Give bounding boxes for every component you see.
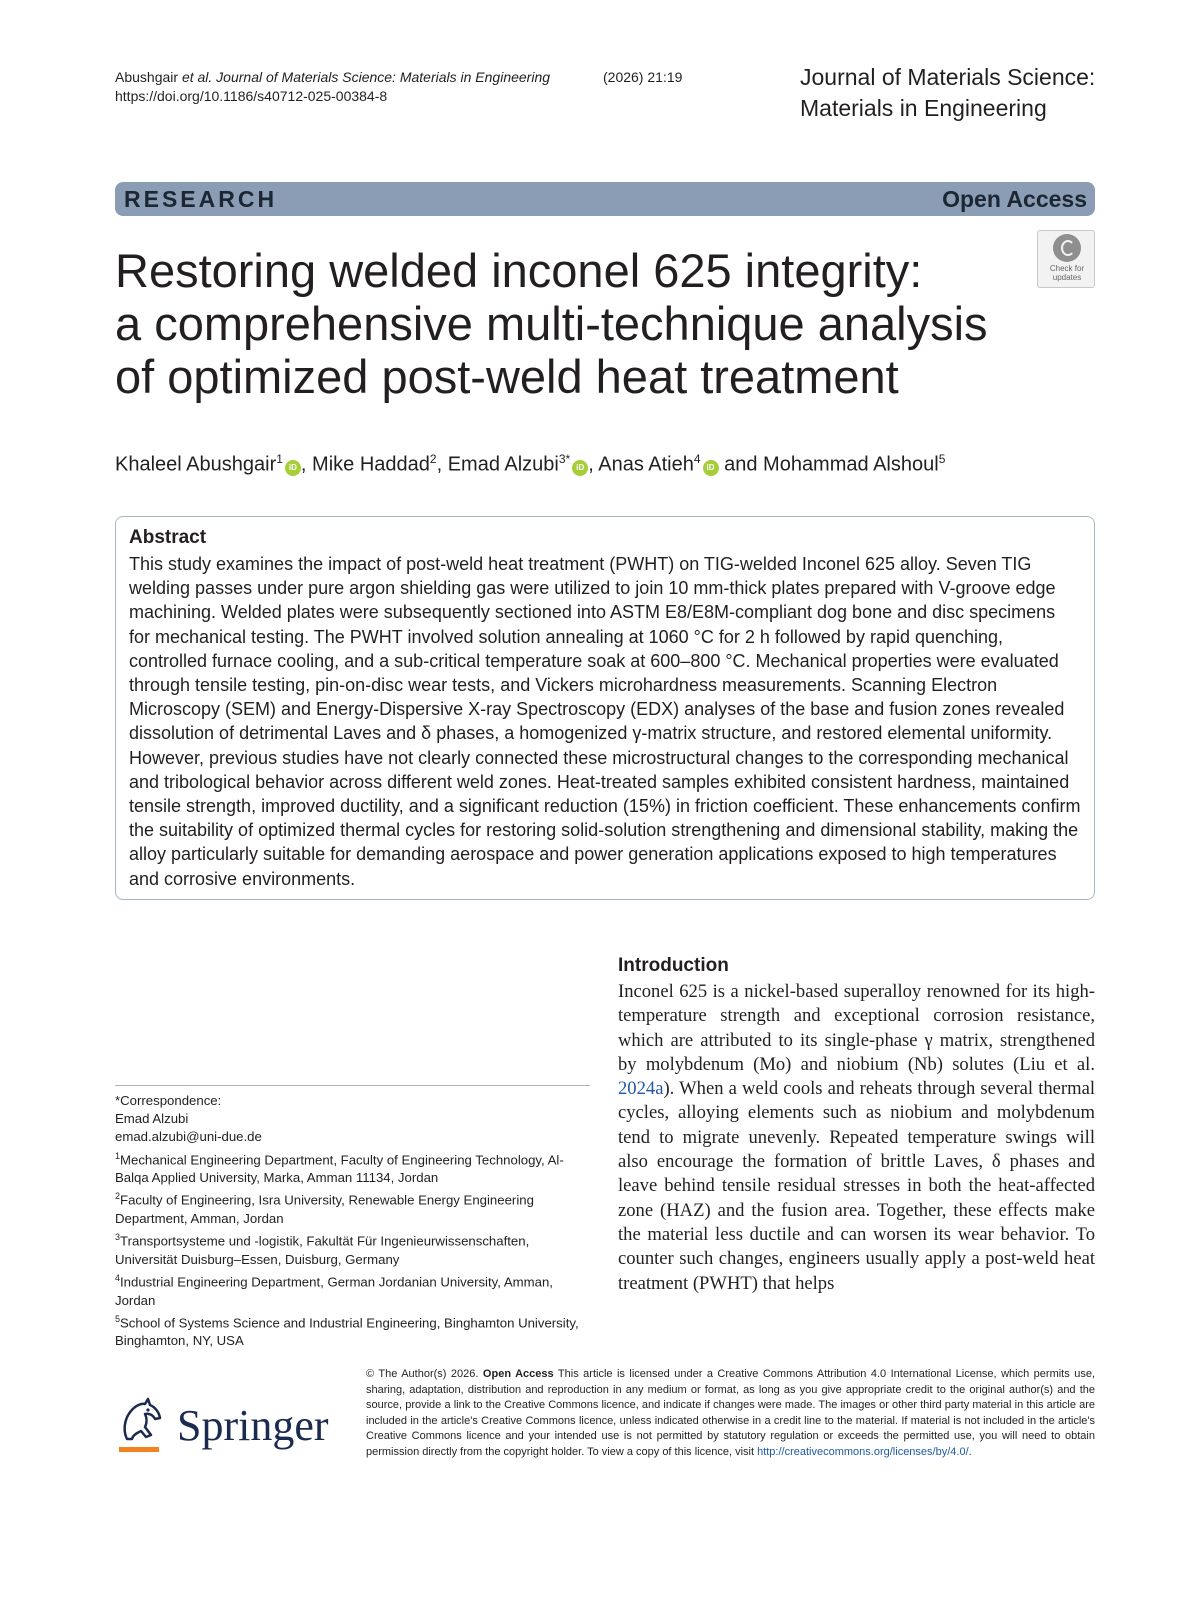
journal-name-line2: Materials in Engineering — [800, 95, 1047, 121]
author-list — [115, 446, 945, 478]
journal-name-line1: Journal of Materials Science: — [800, 64, 1096, 90]
citation-link[interactable]: 2024a — [618, 1078, 664, 1100]
citation-authors: Abushgair — [115, 69, 182, 85]
introduction-heading: Introduction — [618, 955, 729, 976]
affiliation-number: 1 — [115, 1150, 121, 1161]
orcid-icon[interactable]: iD — [572, 460, 588, 476]
correspondence-name: Emad Alzubi — [115, 1111, 189, 1127]
affiliation-item — [115, 1310, 590, 1351]
check-for-updates-button[interactable] — [1037, 230, 1095, 288]
check-updates-label: Check for updates — [1049, 264, 1085, 282]
author-name: Mike Haddad — [312, 453, 430, 476]
affiliation-text: Industrial Engineering Department, German Jordanian University, Amman, Jordan — [115, 1274, 553, 1308]
springer-accent-bar — [119, 1447, 159, 1452]
author-separator: , — [436, 453, 448, 476]
affiliation-item — [115, 1269, 590, 1310]
affiliation-number: 3 — [115, 1232, 121, 1243]
author-affiliation-marker: 3* — [558, 452, 571, 466]
license-text: © The Author(s) 2026. Open Access This article is licensed under a Creative Commons Attribution 4.0 International License, which permits use, sharing, adaptation, distribution and reproduction in any medium or format, as long as you give appropriate credit to the original author(s) and the source, provide a link to the Creative Commons licence, and indicate if changes were made. The images or other third party material in this article are included in the article's Creative Commons licence, unless indicated otherwise in a credit line to the material. If material is not included in the article's Creative Commons licence and your intended use is not permitted by statutory regulation or exceeds the permitted use, you will need to obtain permission directly from the copyright holder. To view a copy of this licence, visit http://creativecommons.org/licenses/by/4.0/. — [366, 1368, 1096, 1458]
article-type-label: RESEARCH — [124, 186, 278, 212]
springer-logo — [115, 1395, 345, 1457]
running-header — [115, 68, 683, 106]
author-separator: and — [718, 453, 764, 476]
doi-link[interactable]: https://doi.org/10.1186/s40712-025-00384-8 — [115, 88, 388, 104]
orcid-icon[interactable]: iD — [285, 460, 301, 476]
author-affiliation-marker: 4 — [693, 452, 701, 466]
affiliation-text: Transportsysteme und -logistik, Fakultät Für Ingenieurwissenschaften, Universität Duisburg–Essen, Duisburg, Germany — [115, 1233, 530, 1267]
citation-journal: Journal of Materials Science: Materials in Engineering — [212, 69, 551, 85]
open-access-label: Open Access — [942, 186, 1087, 212]
affiliation-number: 4 — [115, 1273, 121, 1283]
correspondence-block — [115, 1085, 590, 1351]
license-open-access: Open Access — [482, 1368, 554, 1380]
author-separator: , — [588, 453, 599, 476]
introduction-text: Inconel 625 is a nickel-based superalloy renowned for its high-temperature strength and exceptional corrosion resistance, which are attributed to its single-phase γ matrix, strengthened by molybdenum (Mo) and niobium (Nb) solutes (Liu et al. 2024a). When a weld cools and reheats through several thermal cycles, alloying elements such as niobium and molybdenum tend to migrate unevenly. Repeated temperature swings will also encourage the formation of brittle Laves, δ phases and leave behind tensile residual stresses in both the heat-affected zone (HAZ) and the fusion area. Together, these effects make the material less ductile and can worsen its wear behavior. To counter such changes, engineers usually apply a post-weld heat treatment (PWHT) that helps — [618, 981, 1095, 1294]
orcid-icon[interactable]: iD — [703, 460, 719, 476]
affiliation-number: 5 — [115, 1313, 121, 1324]
author-affiliation-marker: 1 — [276, 452, 283, 466]
title-line1: Restoring welded inconel 625 integrity: — [115, 244, 923, 297]
citation-line — [115, 68, 683, 87]
affiliation-item — [115, 1147, 590, 1188]
journal-name — [800, 62, 1095, 124]
affiliation-number: 2 — [115, 1191, 121, 1202]
author-separator: , — [300, 453, 313, 476]
title-line3: of optimized post-weld heat treatment — [115, 350, 899, 403]
author-affiliation-marker: 2 — [429, 452, 437, 466]
license-link[interactable]: http://creativecommons.org/licenses/by/4.0/ — [757, 1445, 969, 1458]
article-type-banner — [115, 182, 1095, 216]
publisher-name: Springer — [177, 1401, 329, 1450]
springer-horse-icon — [115, 1395, 165, 1457]
title-line2: a comprehensive multi-technique analysis — [115, 297, 988, 350]
correspondence-label: *Correspondence: — [115, 1093, 222, 1108]
article-title — [115, 244, 1015, 403]
citation-year-volume: (2026) 21:19 — [603, 69, 683, 85]
abstract-heading: Abstract — [129, 527, 207, 548]
affiliation-text: School of Systems Science and Industrial Engineering, Binghamton University, Binghamton, NY, USA — [115, 1315, 579, 1349]
abstract-box — [115, 516, 1095, 900]
author-name: Khaleel Abushgair — [115, 453, 277, 476]
affiliation-list — [115, 1147, 590, 1351]
author-affiliation-marker: 5 — [938, 452, 946, 466]
author-name: Mohammad Alshoul — [763, 453, 939, 476]
abstract-text: This study examines the impact of post-weld heat treatment (PWHT) on TIG-welded Inconel 625 alloy. Seven TIG welding passes under pure argon shielding gas were utilized to join 10 mm-thick plates prepared with V-groove edge machining. Welded plates were subsequently sectioned into ASTM E8/E8M-compliant dog bone and disc specimens for mechanical testing. The PWHT involved solution annealing at 1060 °C for 2 h followed by rapid quenching, controlled furnace cooling, and a sub-critical temperature soak at 600–800 °C. Mechanical properties were evaluated through tensile testing, pin-on-disc wear tests, and Vickers microhardness measurements. Scanning Electron Microscopy (SEM) and Energy-Dispersive X-ray Spectroscopy (EDX) analyses of the base and fusion zones revealed dissolution of detrimental Laves and δ phases, a homogenized γ-matrix structure, and restored elemental uniformity. However, previous studies have not clearly connected these microstructural changes to the corresponding mechanical and tribological behavior across different weld zones. Heat-treated samples exhibited consistent hardness, maintained tensile strength, improved ductility, and a significant reduction (15%) in friction coefficient. These enhancements confirm the suitability of optimized thermal cycles for restoring solid-solution strengthening and dimensional stability, making the alloy particularly suitable for demanding aerospace and power generation applications exposed to high temperatures and corrosive environments. — [129, 554, 1081, 889]
affiliation-item — [115, 1228, 590, 1269]
author-name: Anas Atieh — [598, 453, 694, 476]
citation-etal: et al. — [181, 69, 213, 85]
check-updates-icon — [1053, 234, 1081, 262]
affiliation-text: Mechanical Engineering Department, Faculty of Engineering Technology, Al-Balqa Applied University, Marka, Amman 11134, Jordan — [115, 1152, 564, 1186]
author-name: Emad Alzubi — [447, 453, 559, 476]
affiliation-item — [115, 1187, 590, 1228]
affiliation-text: Faculty of Engineering, Isra University, Renewable Energy Engineering Department, Amman, Jordan — [115, 1192, 534, 1226]
correspondence-email[interactable]: emad.alzubi@uni-due.de — [115, 1129, 262, 1145]
